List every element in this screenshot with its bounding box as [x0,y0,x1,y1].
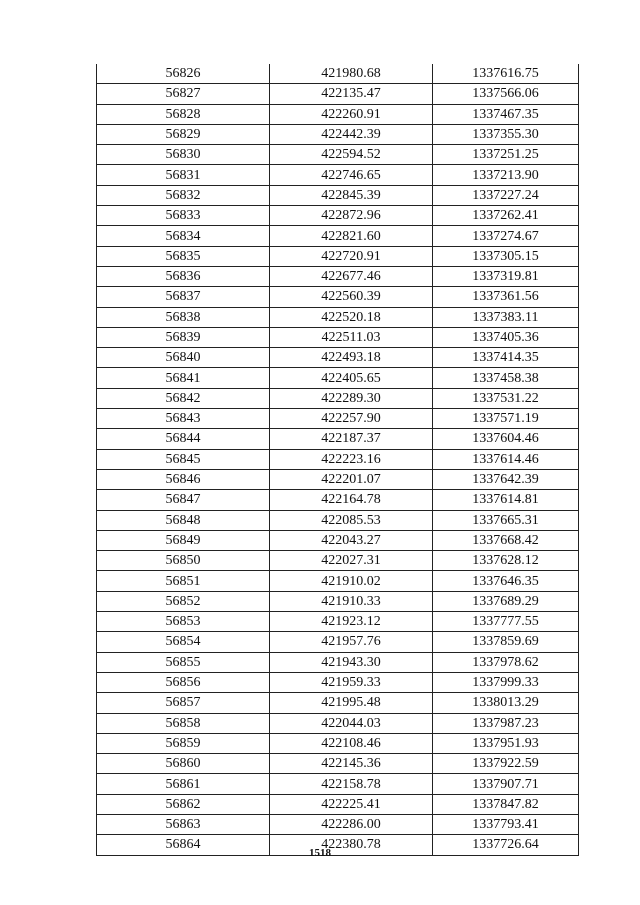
table-row [97,124,579,144]
x-coordinate-cell: 422085.53 [270,510,433,530]
y-coordinate-cell: 1337616.75 [433,64,579,84]
y-coordinate-cell: 1337566.06 [433,84,579,104]
x-coordinate-cell: 422257.90 [270,409,433,429]
x-coordinate-cell: 421943.30 [270,652,433,672]
table-row [97,652,579,672]
table-row [97,449,579,469]
x-coordinate-cell: 422187.37 [270,429,433,449]
x-coordinate-cell: 422286.00 [270,814,433,834]
y-coordinate-cell: 1337604.46 [433,429,579,449]
point-id-cell: 56841 [97,368,270,388]
point-id-cell: 56852 [97,591,270,611]
x-coordinate-cell: 422260.91 [270,104,433,124]
x-coordinate-cell: 422044.03 [270,713,433,733]
y-coordinate-cell: 1337361.56 [433,287,579,307]
y-coordinate-cell: 1337859.69 [433,632,579,652]
x-coordinate-cell: 421910.02 [270,571,433,591]
point-id-cell: 56829 [97,124,270,144]
point-id-cell: 56830 [97,145,270,165]
y-coordinate-cell: 1337907.71 [433,774,579,794]
x-coordinate-cell: 422845.39 [270,185,433,205]
point-id-cell: 56854 [97,632,270,652]
y-coordinate-cell: 1337642.39 [433,469,579,489]
x-coordinate-cell: 422493.18 [270,348,433,368]
table-row [97,226,579,246]
x-coordinate-cell: 422821.60 [270,226,433,246]
table-row [97,429,579,449]
table-row [97,612,579,632]
x-coordinate-cell: 421995.48 [270,693,433,713]
y-coordinate-cell: 1337614.46 [433,449,579,469]
x-coordinate-cell: 421959.33 [270,672,433,692]
table-row [97,84,579,104]
point-id-cell: 56850 [97,551,270,571]
x-coordinate-cell: 422405.65 [270,368,433,388]
table-row [97,774,579,794]
x-coordinate-cell: 421923.12 [270,612,433,632]
x-coordinate-cell: 422442.39 [270,124,433,144]
point-id-cell: 56848 [97,510,270,530]
x-coordinate-cell: 422746.65 [270,165,433,185]
y-coordinate-cell: 1337319.81 [433,266,579,286]
point-id-cell: 56836 [97,266,270,286]
coordinate-table-container [96,64,578,856]
table-row [97,530,579,550]
x-coordinate-cell: 422158.78 [270,774,433,794]
y-coordinate-cell: 1337614.81 [433,490,579,510]
point-id-cell: 56839 [97,327,270,347]
point-id-cell: 56834 [97,226,270,246]
point-id-cell: 56846 [97,469,270,489]
point-id-cell: 56849 [97,530,270,550]
table-row [97,206,579,226]
point-id-cell: 56832 [97,185,270,205]
y-coordinate-cell: 1337665.31 [433,510,579,530]
table-row [97,307,579,327]
y-coordinate-cell: 1337458.38 [433,368,579,388]
y-coordinate-cell: 1337628.12 [433,551,579,571]
y-coordinate-cell: 1337227.24 [433,185,579,205]
y-coordinate-cell: 1337467.35 [433,104,579,124]
x-coordinate-cell: 421957.76 [270,632,433,652]
table-row [97,145,579,165]
y-coordinate-cell: 1337531.22 [433,388,579,408]
point-id-cell: 56861 [97,774,270,794]
table-row [97,266,579,286]
point-id-cell: 56833 [97,206,270,226]
table-row [97,632,579,652]
x-coordinate-cell: 422164.78 [270,490,433,510]
y-coordinate-cell: 1337274.67 [433,226,579,246]
point-id-cell: 56857 [97,693,270,713]
table-row [97,672,579,692]
table-row [97,368,579,388]
x-coordinate-cell: 422201.07 [270,469,433,489]
x-coordinate-cell: 422872.96 [270,206,433,226]
x-coordinate-cell: 421910.33 [270,591,433,611]
y-coordinate-cell: 1337847.82 [433,794,579,814]
point-id-cell: 56828 [97,104,270,124]
table-row [97,246,579,266]
y-coordinate-cell: 1337922.59 [433,754,579,774]
point-id-cell: 56853 [97,612,270,632]
point-id-cell: 56860 [97,754,270,774]
point-id-cell: 56859 [97,733,270,753]
x-coordinate-cell: 422223.16 [270,449,433,469]
y-coordinate-cell: 1337251.25 [433,145,579,165]
y-coordinate-cell: 1337414.35 [433,348,579,368]
y-coordinate-cell: 1337213.90 [433,165,579,185]
table-row [97,327,579,347]
point-id-cell: 56831 [97,165,270,185]
y-coordinate-cell: 1337978.62 [433,652,579,672]
point-id-cell: 56844 [97,429,270,449]
point-id-cell: 56826 [97,64,270,84]
x-coordinate-cell: 422043.27 [270,530,433,550]
point-id-cell: 56827 [97,84,270,104]
x-coordinate-cell: 422135.47 [270,84,433,104]
x-coordinate-cell: 422145.36 [270,754,433,774]
x-coordinate-cell: 422380.78 [270,835,433,855]
point-id-cell: 56835 [97,246,270,266]
table-row [97,287,579,307]
table-row [97,510,579,530]
table-row [97,348,579,368]
table-row [97,551,579,571]
x-coordinate-cell: 422027.31 [270,551,433,571]
page-number: 1518 [309,847,331,859]
coordinate-table-body [97,64,579,855]
point-id-cell: 56855 [97,652,270,672]
coordinate-table [96,64,579,856]
table-row [97,64,579,84]
point-id-cell: 56845 [97,449,270,469]
table-row [97,814,579,834]
point-id-cell: 56858 [97,713,270,733]
y-coordinate-cell: 1337668.42 [433,530,579,550]
table-row [97,591,579,611]
y-coordinate-cell: 1337262.41 [433,206,579,226]
x-coordinate-cell: 422520.18 [270,307,433,327]
table-row [97,713,579,733]
point-id-cell: 56847 [97,490,270,510]
table-row [97,104,579,124]
point-id-cell: 56837 [97,287,270,307]
y-coordinate-cell: 1337383.11 [433,307,579,327]
x-coordinate-cell: 422677.46 [270,266,433,286]
point-id-cell: 56838 [97,307,270,327]
point-id-cell: 56851 [97,571,270,591]
x-coordinate-cell: 422560.39 [270,287,433,307]
y-coordinate-cell: 1337689.29 [433,591,579,611]
y-coordinate-cell: 1337987.23 [433,713,579,733]
y-coordinate-cell: 1337405.36 [433,327,579,347]
table-row [97,733,579,753]
y-coordinate-cell: 1338013.29 [433,693,579,713]
table-row [97,185,579,205]
point-id-cell: 56856 [97,672,270,692]
point-id-cell: 56864 [97,835,270,855]
y-coordinate-cell: 1337571.19 [433,409,579,429]
y-coordinate-cell: 1337999.33 [433,672,579,692]
x-coordinate-cell: 422511.03 [270,327,433,347]
y-coordinate-cell: 1337646.35 [433,571,579,591]
y-coordinate-cell: 1337355.30 [433,124,579,144]
table-row [97,693,579,713]
y-coordinate-cell: 1337793.41 [433,814,579,834]
point-id-cell: 56840 [97,348,270,368]
y-coordinate-cell: 1337951.93 [433,733,579,753]
x-coordinate-cell: 422108.46 [270,733,433,753]
point-id-cell: 56862 [97,794,270,814]
x-coordinate-cell: 421980.68 [270,64,433,84]
x-coordinate-cell: 422289.30 [270,388,433,408]
table-row [97,165,579,185]
table-row [97,490,579,510]
y-coordinate-cell: 1337726.64 [433,835,579,855]
x-coordinate-cell: 422225.41 [270,794,433,814]
table-row [97,571,579,591]
table-row [97,469,579,489]
y-coordinate-cell: 1337777.55 [433,612,579,632]
y-coordinate-cell: 1337305.15 [433,246,579,266]
point-id-cell: 56863 [97,814,270,834]
table-row [97,794,579,814]
point-id-cell: 56843 [97,409,270,429]
table-row [97,754,579,774]
table-row [97,409,579,429]
point-id-cell: 56842 [97,388,270,408]
x-coordinate-cell: 422594.52 [270,145,433,165]
table-row [97,388,579,408]
x-coordinate-cell: 422720.91 [270,246,433,266]
